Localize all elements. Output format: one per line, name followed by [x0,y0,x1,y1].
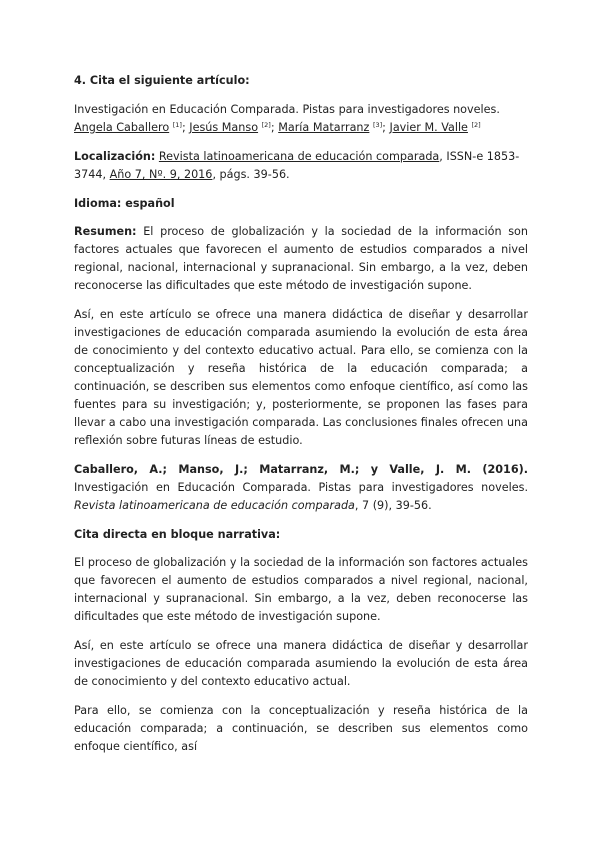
question-heading: 4. Cita el siguiente artículo: [74,74,250,87]
pages-text: , págs. 39-56. [212,168,290,181]
resumen-paragraph-2: Así, en este artículo se ofrece una manera didáctica de diseñar y desarrollar investigaciones de educación comparada asumiendo la evolución de esta área de conocimiento y del contexto educativo actual. Para ello, se comienza con la conceptualización y reseña histórica de la educación comparada; a continuación, se describen sus elementos como enfoque científico, así como las fuentes para su investigación; y, posteriormente, se proponen las fases para llevar a cabo una investigación comparada. Las conclusiones finales ofrecen una reflexión sobre futuras líneas de estudio. [74,308,528,447]
cita-heading: Cita directa en bloque narrativa: [74,528,281,541]
cita-paragraph-3: Para ello, se comienza con la conceptualización y reseña histórica de la educación comparada; a continuación, se describen sus elementos como enfoque científico, así [74,704,528,753]
author-link-caballero[interactable]: Angela Caballero [74,121,170,134]
reference-authors-year: Caballero, A.; Manso, J.; Matarranz, M.; y Valle, J. M. (2016). [74,463,528,476]
resumen-paragraph-1 [74,223,528,295]
author-link-manso[interactable]: Jesús Manso [189,121,259,134]
author-separator: ; [181,121,186,134]
localizacion-label: Localización: [74,150,156,163]
author-ref: [2] [261,121,271,129]
author-link-valle[interactable]: Javier M. Valle [389,121,468,134]
reference-journal: Revista latinoamericana de educación comparada [74,499,355,512]
reference-title: Investigación en Educación Comparada. Pistas para investigadores noveles. [74,481,528,494]
author-link-matarranz[interactable]: María Matarranz [278,121,370,134]
author-ref: [1] [172,121,182,129]
article-title: Investigación en Educación Comparada. Pistas para investigadores noveles. [74,103,500,116]
cita-paragraph-1: El proceso de globalización y la sociedad de la información son factores actuales que favorecen el aumento de estudios comparados a nivel regional, nacional, internacional y supranacional. Sin embargo, a la vez, deben reconocerse las dificultades que este método de investigación supone. [74,556,528,623]
resumen-label: Resumen: [74,225,137,238]
issue-link[interactable]: Año 7, Nº. 9, 2016 [109,168,213,181]
reference-volume: , 7 (9), 39-56. [354,499,432,512]
localizacion-line [74,148,528,184]
cita-paragraph-2: Así, en este artículo se ofrece una manera didáctica de diseñar y desarrollar investigaciones de educación comparada asumiendo la evolución de esta área de conocimiento y del contexto educativo actual. [74,639,528,688]
idioma-line: Idioma: español [74,197,175,210]
article-line [74,101,528,137]
reference-entry [74,461,528,515]
issn-text: , ISSN-e 1853-3744, [74,150,520,181]
journal-link[interactable]: Revista latinoamericana de educación comparada [158,150,440,163]
resumen-text-1: El proceso de globalización y la sociedad de la información son factores actuales que favorecen el aumento de estudios comparados a nivel regional, nacional, internacional y supranacional. Sin embargo, a la vez, deben reconocerse las dificultades que este método de investigación supone. [74,225,528,292]
author-separator: ; [382,121,386,134]
author-ref: [3] [372,121,383,129]
author-separator: ; [270,121,275,134]
author-ref: [2] [471,121,481,129]
